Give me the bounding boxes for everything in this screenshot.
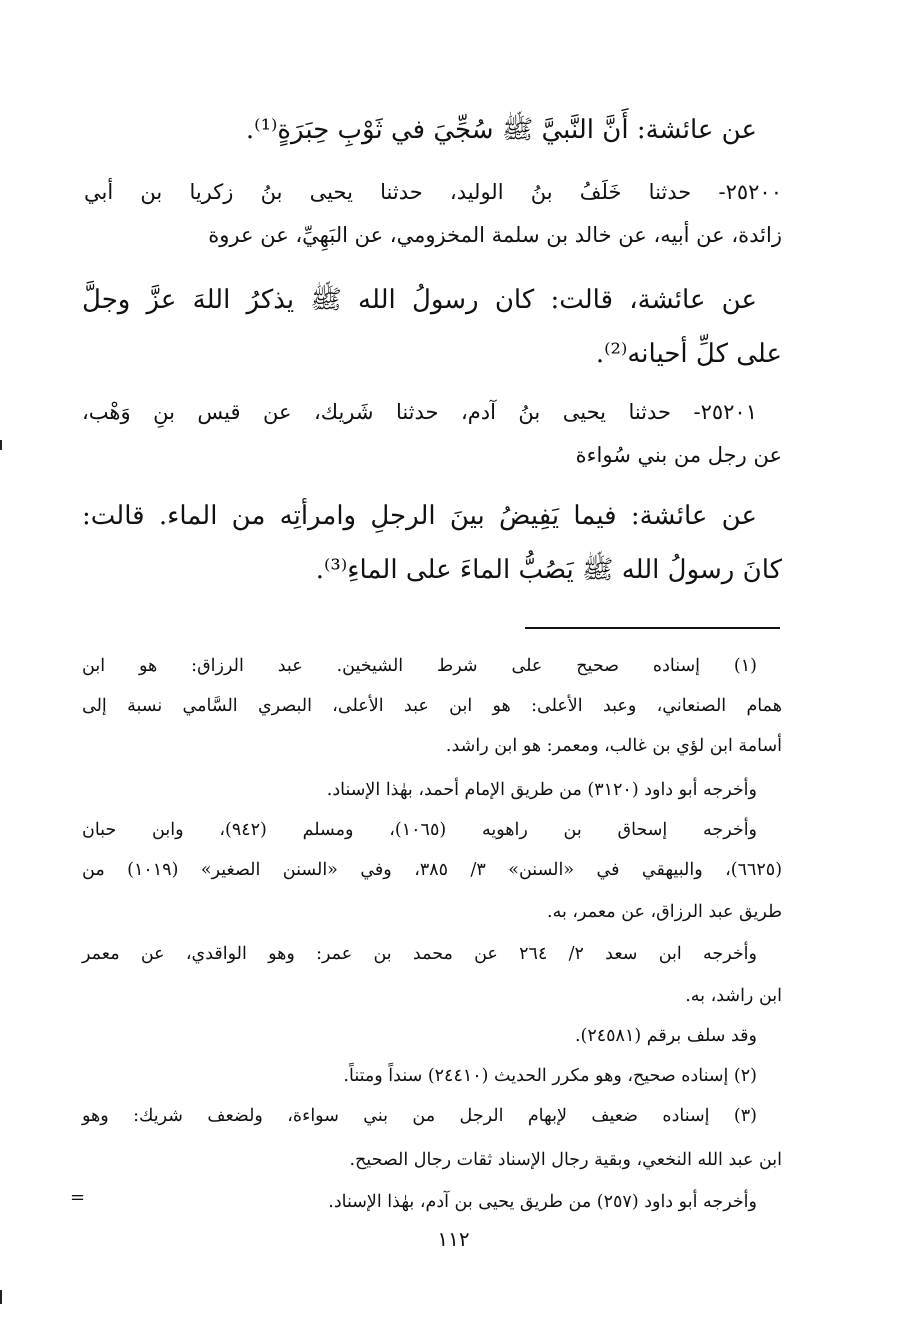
continuation-mark: = <box>70 1187 86 1208</box>
footnote-1-line-2: همام الصنعاني، وعبد الأعلى: هو ابن عبد الأعلى، البصري السَّامي نسبة إلى <box>82 696 782 716</box>
hadith-25201-line-1: ٢٥٢٠١- حدثنا يحيى بنُ آدم، حدثنا شَريك، عن قيس بنِ وَهْب، <box>82 400 757 424</box>
footnote-3-line-1: (٣) إسناده ضعيف لإبهام الرجل من بني سواءة، ولضعف شريك: وهو <box>82 1106 757 1126</box>
scan-mark-left-bottom <box>0 1290 2 1304</box>
main-line-1: عن عائشة: أَنَّ النَّبيَّ ﷺ سُجِّيَ في ثَوْبِ حِبَرَةٍ⁽¹⁾. <box>245 115 757 145</box>
footnote-separator <box>525 627 780 629</box>
footnote-3-line-2: ابن عبد الله النخعي، وبقية رجال الإسناد ثقات رجال الصحيح. <box>349 1150 782 1170</box>
footnote-1-line-9: ابن راشد، به. <box>685 986 782 1006</box>
footnote-1-line-7: طريق عبد الرزاق، عن معمر، به. <box>547 902 782 922</box>
hadith-25200-line-2: زائدة، عن أبيه، عن خالد بن سلمة المخزومي، عن البَهِيِّ، عن عروة <box>208 223 782 247</box>
footnote-1-line-3: أسامة ابن لؤي بن غالب، ومعمر: هو ابن راشد. <box>445 736 782 756</box>
footnote-1-line-4: وأخرجه أبو داود (٣١٢٠) من طريق الإمام أحمد، بهٰذا الإسناد. <box>326 780 757 800</box>
main-line-9: كانَ رسولُ الله ﷺ يَصُبُّ الماءَ على الماءِ⁽³⁾. <box>315 555 782 585</box>
footnote-1-line-8: وأخرجه ابن سعد ٢/ ٢٦٤ عن محمد بن عمر: وهو الواقدي، عن معمر <box>82 944 757 964</box>
footnote-1-line-1: (١) إسناده صحيح على شرط الشيخين. عبد الرزاق: هو ابن <box>82 656 757 676</box>
footnote-1-line-5: وأخرجه إسحاق بن راهويه (١٠٦٥)، ومسلم (٩٤٢)، وابن حبان <box>82 820 758 840</box>
hadith-25201-line-2: عن رجل من بني سُواءة <box>575 443 782 467</box>
main-line-8: عن عائشة: فيما يَفِيضُ بينَ الرجلِ وامرأتِه من الماء. قالت: <box>82 501 757 531</box>
main-line-4: عن عائشة، قالت: كان رسولُ الله ﷺ يذكرُ اللهَ عزَّ وجلَّ <box>82 285 757 315</box>
footnote-1-line-6: (٦٦٢٥)، والبيهقي في «السنن» ٣/ ٣٨٥، وفي «السنن الصغير» (١٠١٩) من <box>82 860 783 880</box>
footnote-1-line-10: وقد سلف برقم (٢٤٥٨١). <box>574 1026 757 1046</box>
footnote-3-line-3: وأخرجه أبو داود (٢٥٧) من طريق يحيى بن آدم، بهٰذا الإسناد. <box>328 1192 757 1212</box>
footnote-2: (٢) إسناده صحيح، وهو مكرر الحديث (٢٤٤١٠) سنداً ومتناً. <box>343 1066 757 1086</box>
main-line-5: على كلِّ أحيانه⁽²⁾. <box>595 339 782 369</box>
hadith-25200-line-1: ٢٥٢٠٠- حدثنا خَلَفُ بنُ الوليد، حدثنا يحيى بنُ زكريا بن أبي <box>84 180 782 204</box>
scan-mark-left <box>0 440 2 450</box>
page-number: ١١٢ <box>437 1227 470 1251</box>
